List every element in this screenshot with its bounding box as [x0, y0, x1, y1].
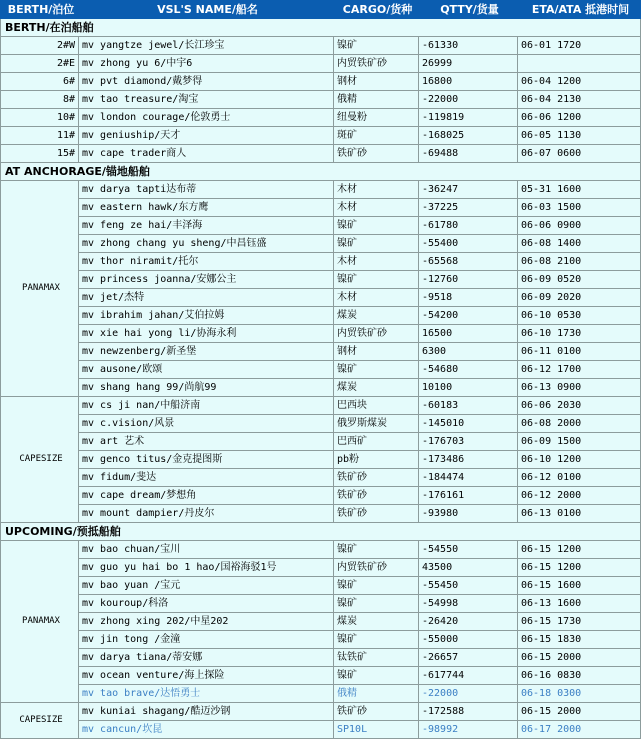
vessel-name-cell: mv darya tiana/蒂安娜 [79, 649, 334, 667]
vessel-name-cell: mv guo yu hai bo 1 hao/国裕海驳1号 [79, 559, 334, 577]
eta-cell: 06-03 1500 [518, 199, 641, 217]
vessel-name-cell: mv mount dampier/丹皮尔 [79, 505, 334, 523]
vessel-name-cell: mv cancun/坎昆 [79, 721, 334, 739]
vessel-row [1, 109, 641, 127]
cargo-cell: 木材 [334, 289, 419, 307]
vessel-name-cell: mv ibrahim jahan/艾伯拉姆 [79, 307, 334, 325]
cargo-cell: 镍矿 [334, 235, 419, 253]
quantity-cell: -60183 [419, 397, 518, 415]
vessel-name-cell: mv cape dream/梦想角 [79, 487, 334, 505]
vessel-row [1, 343, 641, 361]
quantity-cell: -61780 [419, 217, 518, 235]
quantity-cell: -55400 [419, 235, 518, 253]
vessel-class-cell: CAPESIZE [1, 703, 79, 739]
cargo-cell: 镍矿 [334, 667, 419, 685]
quantity-cell: -26420 [419, 613, 518, 631]
eta-cell: 06-17 2000 [518, 721, 641, 739]
vessel-row [1, 217, 641, 235]
berth-cell: 11# [1, 127, 79, 145]
berth-cell: 2#E [1, 55, 79, 73]
eta-cell: 06-10 1200 [518, 451, 641, 469]
vessel-name-cell: mv eastern hawk/东方鹰 [79, 199, 334, 217]
section-header-row [1, 523, 641, 541]
eta-cell: 05-31 1600 [518, 181, 641, 199]
vessel-name-cell: mv princess joanna/安娜公主 [79, 271, 334, 289]
vessel-row [1, 271, 641, 289]
quantity-cell: -54998 [419, 595, 518, 613]
eta-cell: 06-07 0600 [518, 145, 641, 163]
section-title: AT ANCHORAGE/锚地船舶 [1, 163, 641, 181]
quantity-cell: -145010 [419, 415, 518, 433]
quantity-cell: -55000 [419, 631, 518, 649]
eta-cell: 06-04 2130 [518, 91, 641, 109]
cargo-cell: 内贸铁矿砂 [334, 55, 419, 73]
cargo-cell: 木材 [334, 199, 419, 217]
eta-cell: 06-08 2000 [518, 415, 641, 433]
cargo-cell: 镍矿 [334, 271, 419, 289]
cargo-cell: 铁矿砂 [334, 469, 419, 487]
cargo-cell: 内贸铁矿砂 [334, 325, 419, 343]
cargo-cell: 镍矿 [334, 631, 419, 649]
cargo-cell: 煤炭 [334, 379, 419, 397]
vessel-row [1, 199, 641, 217]
eta-cell: 06-15 1200 [518, 559, 641, 577]
eta-cell: 06-12 1700 [518, 361, 641, 379]
cargo-cell: 俄精 [334, 91, 419, 109]
vessel-class-cell: CAPESIZE [1, 397, 79, 523]
cargo-cell: 镍矿 [334, 37, 419, 55]
vessel-row [1, 55, 641, 73]
eta-cell: 06-06 2030 [518, 397, 641, 415]
quantity-cell: -168025 [419, 127, 518, 145]
vessel-row [1, 235, 641, 253]
quantity-cell: -93980 [419, 505, 518, 523]
vessel-row [1, 667, 641, 685]
vessel-name-cell: mv zhong yu 6/中宇6 [79, 55, 334, 73]
section-title: UPCOMING/预抵船舶 [1, 523, 641, 541]
cargo-cell: 内贸铁矿砂 [334, 559, 419, 577]
cargo-cell: 铁矿砂 [334, 505, 419, 523]
quantity-cell: -26657 [419, 649, 518, 667]
eta-cell: 06-18 0300 [518, 685, 641, 703]
eta-cell: 06-08 2100 [518, 253, 641, 271]
vessel-row [1, 487, 641, 505]
vessel-name-cell: mv genco titus/金克提图斯 [79, 451, 334, 469]
eta-cell: 06-01 1720 [518, 37, 641, 55]
vessel-name-cell: mv cape trader商人 [79, 145, 334, 163]
cargo-cell: 巴西块 [334, 397, 419, 415]
berth-cell: 2#W [1, 37, 79, 55]
cargo-cell: 煤炭 [334, 307, 419, 325]
vessel-name-cell: mv art 艺术 [79, 433, 334, 451]
vessel-row [1, 613, 641, 631]
vessel-row [1, 577, 641, 595]
header-cargo: CARGO/货种 [334, 1, 419, 19]
vessel-name-cell: mv bao yuan /宝元 [79, 577, 334, 595]
vessel-name-cell: mv tao treasure/淘宝 [79, 91, 334, 109]
cargo-cell: 铁矿砂 [334, 145, 419, 163]
cargo-cell: 巴西矿 [334, 433, 419, 451]
header-eta: ETA/ATA 抵港时间 [518, 1, 641, 19]
quantity-cell: -22000 [419, 91, 518, 109]
vessel-row [1, 145, 641, 163]
header-berth: BERTH/泊位 [1, 1, 79, 19]
quantity-cell: -61330 [419, 37, 518, 55]
quantity-cell: -119819 [419, 109, 518, 127]
eta-cell: 06-11 0100 [518, 343, 641, 361]
vessel-row [1, 379, 641, 397]
quantity-cell: -54680 [419, 361, 518, 379]
vessel-row [1, 505, 641, 523]
quantity-cell: 6300 [419, 343, 518, 361]
eta-cell: 06-10 1730 [518, 325, 641, 343]
cargo-cell: 镍矿 [334, 595, 419, 613]
vessel-name-cell: mv london courage/伦敦勇士 [79, 109, 334, 127]
berth-cell: 8# [1, 91, 79, 109]
cargo-cell: 镍矿 [334, 577, 419, 595]
quantity-cell: -55450 [419, 577, 518, 595]
vessel-row [1, 433, 641, 451]
cargo-cell: 钢材 [334, 73, 419, 91]
vessel-row [1, 649, 641, 667]
vessel-name-cell: mv ausone/欧颂 [79, 361, 334, 379]
vessel-name-cell: mv geniuship/天才 [79, 127, 334, 145]
cargo-cell: 斑矿 [334, 127, 419, 145]
vessel-name-cell: mv thor niramit/托尔 [79, 253, 334, 271]
vessel-row [1, 289, 641, 307]
vessel-row [1, 685, 641, 703]
eta-cell: 06-05 1130 [518, 127, 641, 145]
eta-cell [518, 55, 641, 73]
header-quantity: QTTY/货量 [419, 1, 518, 19]
vessel-row [1, 397, 641, 415]
vessel-name-cell: mv xie hai yong li/协海永利 [79, 325, 334, 343]
vessel-row [1, 451, 641, 469]
eta-cell: 06-15 1730 [518, 613, 641, 631]
cargo-cell: 镍矿 [334, 361, 419, 379]
berth-cell: 15# [1, 145, 79, 163]
section-header-row [1, 163, 641, 181]
quantity-cell: 16800 [419, 73, 518, 91]
cargo-cell: 俄罗斯煤炭 [334, 415, 419, 433]
quantity-cell: -176161 [419, 487, 518, 505]
vessel-row [1, 307, 641, 325]
cargo-cell: 铁矿砂 [334, 487, 419, 505]
quantity-cell: -184474 [419, 469, 518, 487]
quantity-cell: -37225 [419, 199, 518, 217]
vessel-row [1, 595, 641, 613]
eta-cell: 06-13 0100 [518, 505, 641, 523]
quantity-cell: 26999 [419, 55, 518, 73]
vessel-row [1, 325, 641, 343]
vessel-row [1, 721, 641, 739]
eta-cell: 06-12 2000 [518, 487, 641, 505]
quantity-cell: -176703 [419, 433, 518, 451]
quantity-cell: -9518 [419, 289, 518, 307]
vessel-name-cell: mv jet/杰特 [79, 289, 334, 307]
header-row [1, 1, 641, 19]
quantity-cell: -172588 [419, 703, 518, 721]
vessel-row [1, 127, 641, 145]
eta-cell: 06-13 0900 [518, 379, 641, 397]
quantity-cell: -617744 [419, 667, 518, 685]
quantity-cell: -65568 [419, 253, 518, 271]
vessel-row [1, 559, 641, 577]
vessel-name-cell: mv shang hang 99/尚航99 [79, 379, 334, 397]
eta-cell: 06-09 2020 [518, 289, 641, 307]
header-vessel-name: VSL'S NAME/船名 [79, 1, 334, 19]
vessel-row [1, 415, 641, 433]
cargo-cell: 镍矿 [334, 217, 419, 235]
vessel-name-cell: mv kuniai shagang/酷迈沙钢 [79, 703, 334, 721]
vessel-name-cell: mv yangtze jewel/长江珍宝 [79, 37, 334, 55]
vessel-row [1, 703, 641, 721]
quantity-cell: -22000 [419, 685, 518, 703]
quantity-cell: -98992 [419, 721, 518, 739]
vessel-class-cell: PANAMAX [1, 541, 79, 703]
berth-cell: 6# [1, 73, 79, 91]
vessel-name-cell: mv zhong xing 202/中星202 [79, 613, 334, 631]
berth-cell: 10# [1, 109, 79, 127]
cargo-cell: 铁矿砂 [334, 703, 419, 721]
eta-cell: 06-13 1600 [518, 595, 641, 613]
quantity-cell: -36247 [419, 181, 518, 199]
cargo-cell: SP10L [334, 721, 419, 739]
vessel-name-cell: mv bao chuan/宝川 [79, 541, 334, 559]
quantity-cell: -54200 [419, 307, 518, 325]
vessel-name-cell: mv pvt diamond/戴梦得 [79, 73, 334, 91]
eta-cell: 06-15 2000 [518, 703, 641, 721]
quantity-cell: 10100 [419, 379, 518, 397]
eta-cell: 06-12 0100 [518, 469, 641, 487]
eta-cell: 06-06 0900 [518, 217, 641, 235]
vessel-name-cell: mv darya tapti达布蒂 [79, 181, 334, 199]
quantity-cell: 16500 [419, 325, 518, 343]
eta-cell: 06-04 1200 [518, 73, 641, 91]
cargo-cell: 木材 [334, 253, 419, 271]
vessel-name-cell: mv zhong chang yu sheng/中昌钰盛 [79, 235, 334, 253]
cargo-cell: 钢材 [334, 343, 419, 361]
eta-cell: 06-09 0520 [518, 271, 641, 289]
cargo-cell: pb粉 [334, 451, 419, 469]
vessel-row [1, 73, 641, 91]
vessel-name-cell: mv c.vision/风景 [79, 415, 334, 433]
quantity-cell: -69488 [419, 145, 518, 163]
eta-cell: 06-08 1400 [518, 235, 641, 253]
cargo-cell: 钛铁矿 [334, 649, 419, 667]
vessel-name-cell: mv fidum/斐达 [79, 469, 334, 487]
cargo-cell: 木材 [334, 181, 419, 199]
vessel-name-cell: mv jin tong /金潼 [79, 631, 334, 649]
quantity-cell: -173486 [419, 451, 518, 469]
cargo-cell: 纽曼粉 [334, 109, 419, 127]
vessel-row [1, 91, 641, 109]
vessel-row [1, 469, 641, 487]
vessel-row [1, 361, 641, 379]
section-header-row [1, 19, 641, 37]
vessel-name-cell: mv newzenberg/新圣堡 [79, 343, 334, 361]
vessel-row [1, 253, 641, 271]
cargo-cell: 俄精 [334, 685, 419, 703]
section-title: BERTH/在泊船舶 [1, 19, 641, 37]
vessel-class-cell: PANAMAX [1, 181, 79, 397]
quantity-cell: 43500 [419, 559, 518, 577]
eta-cell: 06-10 0530 [518, 307, 641, 325]
eta-cell: 06-09 1500 [518, 433, 641, 451]
eta-cell: 06-15 1600 [518, 577, 641, 595]
vessel-row [1, 541, 641, 559]
vessel-name-cell: mv tao brave/达悟勇士 [79, 685, 334, 703]
eta-cell: 06-15 1830 [518, 631, 641, 649]
quantity-cell: -54550 [419, 541, 518, 559]
eta-cell: 06-15 1200 [518, 541, 641, 559]
quantity-cell: -12760 [419, 271, 518, 289]
cargo-cell: 煤炭 [334, 613, 419, 631]
vessel-name-cell: mv ocean venture/海上探险 [79, 667, 334, 685]
vessel-name-cell: mv cs ji nan/中船济南 [79, 397, 334, 415]
vessel-name-cell: mv feng ze hai/丰泽海 [79, 217, 334, 235]
eta-cell: 06-15 2000 [518, 649, 641, 667]
vessel-name-cell: mv kouroup/科洛 [79, 595, 334, 613]
cargo-cell: 镍矿 [334, 541, 419, 559]
vessel-row [1, 37, 641, 55]
vessel-row [1, 631, 641, 649]
eta-cell: 06-06 1200 [518, 109, 641, 127]
eta-cell: 06-16 0830 [518, 667, 641, 685]
vessel-row [1, 181, 641, 199]
